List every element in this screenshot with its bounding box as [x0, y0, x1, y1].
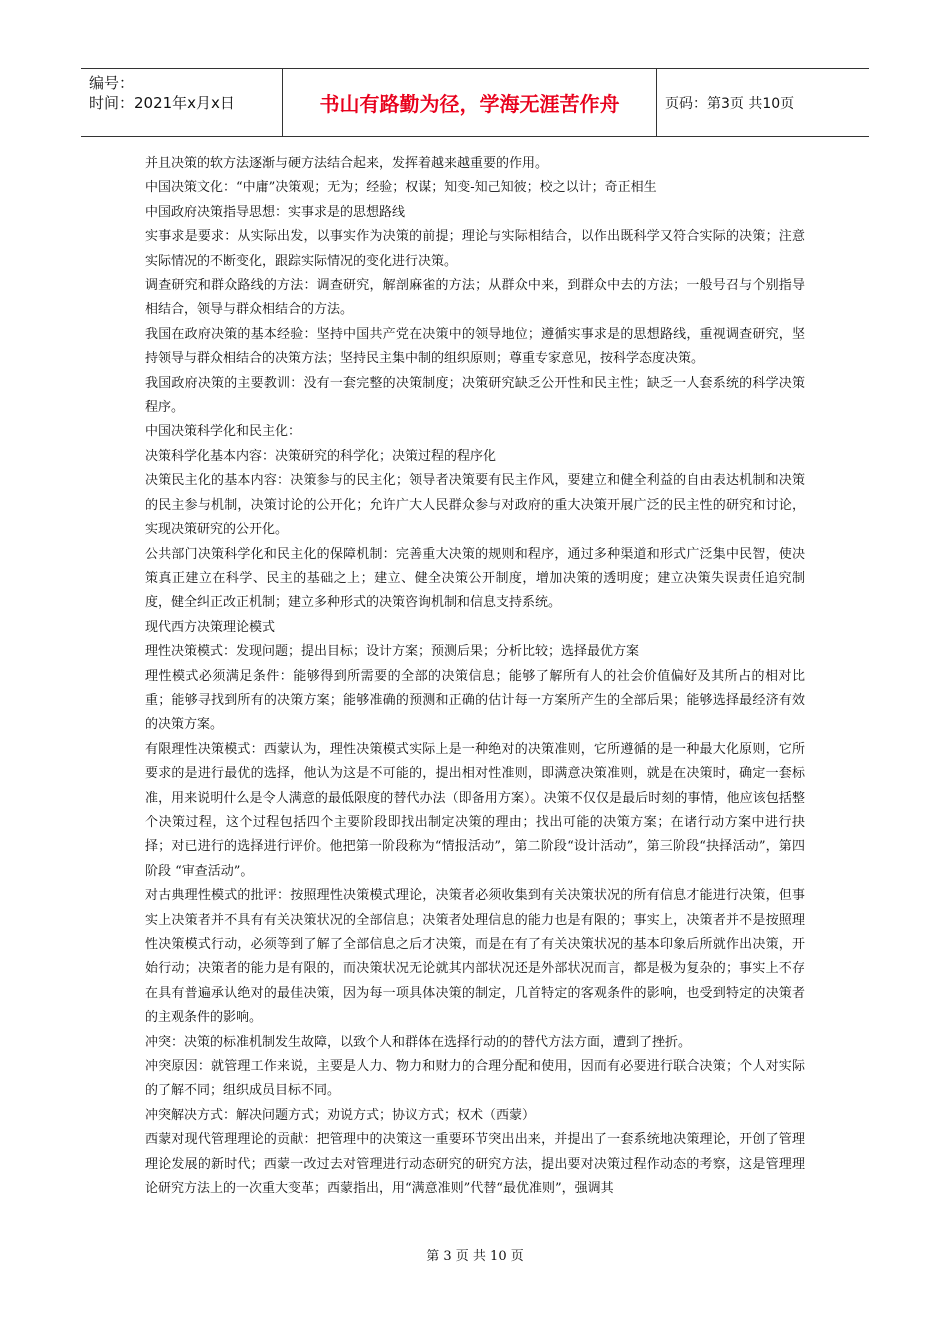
paragraph: 冲突解决方式：解决问题方式；劝说方式；协议方式；权术（西蒙）	[145, 1107, 536, 1123]
paragraph: 冲突原因：就管理工作来说，主要是人力、物力和财力的合理分配和使用，因而有必要进行联合决策；个人对实际的了解不同；组织成员目标不同。	[145, 1059, 805, 1099]
paragraph: 冲突：决策的标准机制发生故障，以致个人和群体在选择行动的的替代方法方面，遭到了挫折。	[145, 1034, 692, 1050]
paragraph: 对古典理性模式的批评：按照理性决策模式理论，决策者必须收集到有关决策状况的所有信息才能进行决策，但事实上决策者并不具有有关决策状况的全部信息；决策者处理信息的能力也是有限的；事实上，决策者并不是按照理性决策模式行动，必须等到了解了全部信息之后才决策，而是在有了有关决策状况的基本印象后所就作出决策，开始行动；决策者的能力是有限的，而决策状况无论就其内部状况还是外部状况而言，都是极为复杂的；事实上不存在具有普遍承认绝对的最佳决策，因为每一项具体决策的制定，几首特定的客观条件的影响，也受到特定的决策者的主观条件的影响。	[145, 888, 805, 1026]
document-number-label: 编号：	[89, 74, 135, 92]
paragraph: 公共部门决策科学化和民主化的保障机制：完善重大决策的规则和程序，通过多种渠道和形式广泛集中民智，使决策真正建立在科学、民主的基础之上；建立、健全决策公开制度，增加决策的透明度；建立决策失误责任追究制度，健全纠正改正机制；建立多种形式的决策咨询机制和信息支持系统。	[145, 546, 805, 611]
header-motto: 书山有路勤为径，学海无涯苦作舟	[283, 69, 657, 136]
paragraph: 实事求是要求：从实际出发，以事实作为决策的前提；理论与实际相结合，以作出既科学又符合实际的决策；注意实际情况的不断变化，跟踪实际情况的变化进行决策。	[145, 229, 805, 269]
paragraph: 我国政府决策的主要教训：没有一套完整的决策制度；决策研究缺乏公开性和民主性；缺乏一人套系统的科学决策程序。	[145, 375, 805, 416]
paragraph: 理性模式必须满足条件：能够得到所需要的全部的决策信息；能够了解所有人的社会价值偏好及其所占的相对比重；能够寻找到所有的决策方案；能够准确的预测和正确的估计每一方案所产生的全部后果；能够选择最经济有效的决策方案。	[145, 668, 805, 733]
paragraph: 中国决策科学化和民主化：	[145, 424, 302, 440]
paragraph: 中国政府决策指导思想：实事求是的思想路线	[145, 204, 406, 220]
paragraph: 西蒙对现代管理理论的贡献：把管理中的决策这一重要环节突出出来，并提出了一套系统地决策理论，开创了管理理论发展的新时代；西蒙一改过去对管理进行动态研究的研究方法，提出要对决策过程作动态的考察，这是管理理论研究方法上的一次重大变革；西蒙指出，用“满意准则”代替“最优准则”，强调其	[145, 1132, 805, 1197]
header-page-code: 页码：第3页 共10页	[665, 95, 795, 112]
paragraph: 我国在政府决策的基本经验：坚持中国共产党在决策中的领导地位；遵循实事求是的思想路线，重视调查研究，坚持领导与群众相结合的决策方法；坚持民主集中制的组织原则；尊重专家意见，按科学态度决策。	[145, 326, 805, 367]
document-date: 时间：2021年x月x日	[89, 94, 235, 112]
body-text	[145, 152, 805, 1201]
paragraph: 现代西方决策理论模式	[145, 619, 276, 635]
paragraph: 决策科学化基本内容：决策研究的科学化；决策过程的程序化	[145, 448, 497, 464]
paragraph: 理性决策模式：发现问题；提出目标；设计方案；预测后果；分析比较；选择最优方案	[145, 644, 640, 660]
paragraph: 并且决策的软方法逐渐与硬方法结合起来，发挥着越来越重要的作用。	[145, 156, 549, 171]
paragraph: 有限理性决策模式：西蒙认为，理性决策模式实际上是一种绝对的决策准则，它所遵循的是一种最大化原则，它所要求的是进行最优的选择，他认为这是不可能的，提出相对性准则，即满意决策准则，就是在决策时，确定一套标准，用来说明什么是令人满意的最低限度的替代办法（即备用方案）。决策不仅仅是最后时刻的事情，他应该包括整个决策过程，这个过程包括四个主要阶段即找出制定决策的理由；找出可能的决策方案；在诸行动方案中进行抉择；对已进行的选择进行评价。他把第一阶段称为“情报活动”，第二阶段“设计活动”，第三阶段“抉择活动”，第四阶段 “审查活动”。	[145, 741, 805, 879]
header-left-cell	[81, 69, 283, 136]
paragraph: 中国决策文化：“中庸”决策观；无为；经验；权谋；知变-知己知彼；校之以计；奇正相生	[145, 180, 657, 196]
header-table	[81, 68, 869, 137]
paragraph: 决策民主化的基本内容：决策参与的民主化；领导者决策要有民主作风，要建立和健全利益的自由表达机制和决策的民主参与机制，决策讨论的公开化；允许广大人民群众参与对政府的重大决策开展广泛的民主性的研究和讨论，实现决策研究的公开化。	[145, 473, 805, 538]
paragraph: 调查研究和群众路线的方法：调查研究，解剖麻雀的方法；从群众中来，到群众中去的方法；一般号召与个别指导相结合，领导与群众相结合的方法。	[145, 278, 805, 318]
page-footer: 第 3 页 共 10 页	[426, 1249, 524, 1264]
